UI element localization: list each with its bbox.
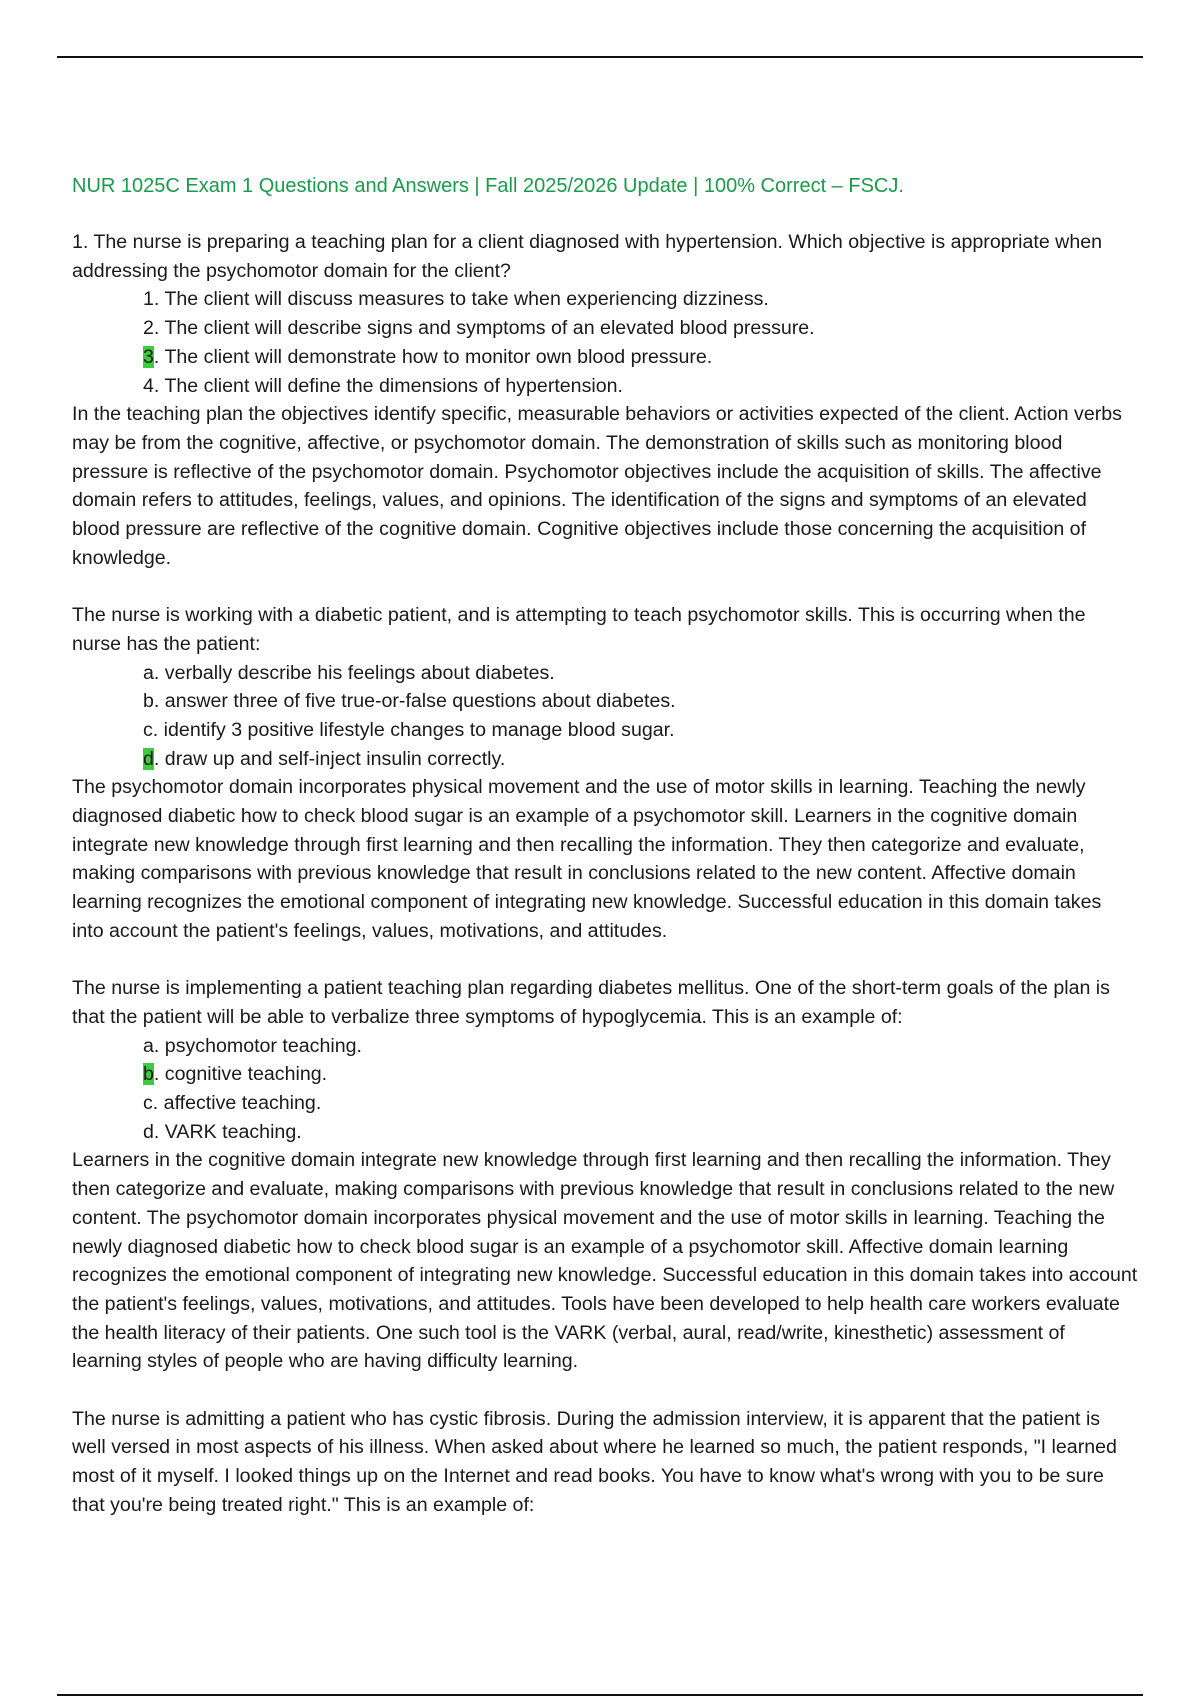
answer-option	[143, 659, 1138, 688]
top-rule	[57, 56, 1143, 58]
option-marker: 2	[143, 317, 154, 340]
answer-option-correct	[143, 343, 1138, 372]
option-marker: c	[143, 718, 153, 741]
question-block	[72, 228, 1138, 572]
correct-answer-highlight: 3	[143, 345, 154, 368]
answer-option	[143, 687, 1138, 716]
option-text: . The client will demonstrate how to monitor own blood pressure.	[153, 345, 713, 368]
question-stem: The nurse is working with a diabetic patient, and is attempting to teach psychomotor skills. This is occurring when the nurse has the patient:	[72, 604, 1086, 655]
answer-option	[143, 1118, 1138, 1147]
correct-answer-highlight: b	[143, 1063, 154, 1086]
answer-explanation: Learners in the cognitive domain integrate new knowledge through first learning and then recalling the information. They then categorize and evaluate, making comparisons with previous knowledge that result in conclusions related to the new content. The psychomotor domain incorporates physical movement and the use of motor skills in learning. Teaching the newly diagnosed diabetic how to check blood sugar is an example of a psychomotor skill. Affective domain learning recognizes the emotional component of integrating new knowledge. Successful education in this domain takes into account the patient's feelings, values, motivations, and attitudes. Tools have been developed to help health care workers evaluate the health literacy of their patients. One such tool is the VARK (verbal, aural, read/write, kinesthetic) assessment of learning styles of people who are having difficulty learning.	[72, 1149, 1138, 1373]
question-block	[72, 601, 1138, 945]
answer-option-correct	[143, 745, 1138, 774]
answer-explanation: In the teaching plan the objectives identify specific, measurable behaviors or activities expected of the client. Action verbs may be from the cognitive, affective, or psychomotor domain. The demonstration of skills such as monitoring blood pressure is reflective of the psychomotor domain. Psychomotor objectives include the acquisition of skills. The affective domain refers to attitudes, feelings, values, and opinions. The identification of the signs and symptoms of an elevated blood pressure are reflective of the cognitive domain. Cognitive objectives include those concerning the acquisition of knowledge.	[72, 403, 1122, 569]
answer-explanation: The psychomotor domain incorporates physical movement and the use of motor skills in learning. Teaching the newly diagnosed diabetic how to check blood sugar is an example of a psychomotor skill. Learners in the cognitive domain integrate new knowledge through first learning and then recalling the information. They then categorize and evaluate, making comparisons with previous knowledge that result in conclusions related to the new content. Affective domain learning recognizes the emotional component of integrating new knowledge. Successful education in this domain takes into account the patient's feelings, values, motivations, and attitudes.	[72, 776, 1102, 942]
option-text: . psychomotor teaching.	[153, 1034, 362, 1057]
option-marker: d	[143, 1120, 154, 1143]
answer-options	[72, 1032, 1138, 1147]
answer-option	[143, 285, 1138, 314]
answer-option	[143, 372, 1138, 401]
option-text: . answer three of five true-or-false questions about diabetes.	[153, 690, 676, 713]
document-title: NUR 1025C Exam 1 Questions and Answers | Fall 2025/2026 Update | 100% Correct – FSCJ.	[72, 175, 904, 197]
option-text: . verbally describe his feelings about diabetes.	[153, 661, 555, 684]
option-marker: b	[143, 690, 154, 713]
question-block	[72, 974, 1138, 1376]
option-text: . VARK teaching.	[153, 1120, 302, 1143]
answer-option	[143, 1032, 1138, 1061]
option-text: . identify 3 positive lifestyle changes to manage blood sugar.	[152, 718, 675, 741]
document-body	[72, 172, 1138, 1520]
correct-answer-highlight: d	[143, 747, 154, 770]
question-stem: The nurse is admitting a patient who has cystic fibrosis. During the admission interview, it is apparent that the patient is well versed in most aspects of his illness. When asked about where he learned so much, the patient responds, "I learned most of it myself. I looked things up on the Internet and read books. You have to know what's wrong with you to be sure that you're being treated right." This is an example of:	[72, 1407, 1117, 1516]
bottom-rule	[57, 1694, 1143, 1696]
option-text: . draw up and self-inject insulin correctly.	[153, 747, 506, 770]
option-marker: 1	[143, 288, 154, 311]
option-marker: c	[143, 1092, 153, 1115]
answer-option	[143, 716, 1138, 745]
option-text: . The client will describe signs and symptoms of an elevated blood pressure.	[153, 317, 815, 340]
option-marker: a	[143, 661, 154, 684]
question-stem: 1. The nurse is preparing a teaching plan for a client diagnosed with hypertension. Which objective is appropriate when addressing the psychomotor domain for the client?	[72, 231, 1103, 282]
answer-option-correct	[143, 1060, 1138, 1089]
question-stem: The nurse is implementing a patient teaching plan regarding diabetes mellitus. One of the short-term goals of the plan is that the patient will be able to verbalize three symptoms of hypoglycemia. This is an example of:	[72, 977, 1110, 1028]
option-text: . The client will define the dimensions of hypertension.	[153, 374, 623, 397]
option-text: . affective teaching.	[152, 1092, 322, 1115]
option-marker: a	[143, 1034, 154, 1057]
answer-options	[72, 285, 1138, 400]
question-block	[72, 1405, 1138, 1520]
option-marker: 4	[143, 374, 154, 397]
option-text: . The client will discuss measures to take when experiencing dizziness.	[153, 288, 769, 311]
option-text: . cognitive teaching.	[153, 1063, 328, 1086]
answer-options	[72, 659, 1138, 774]
answer-option	[143, 1089, 1138, 1118]
answer-option	[143, 314, 1138, 343]
